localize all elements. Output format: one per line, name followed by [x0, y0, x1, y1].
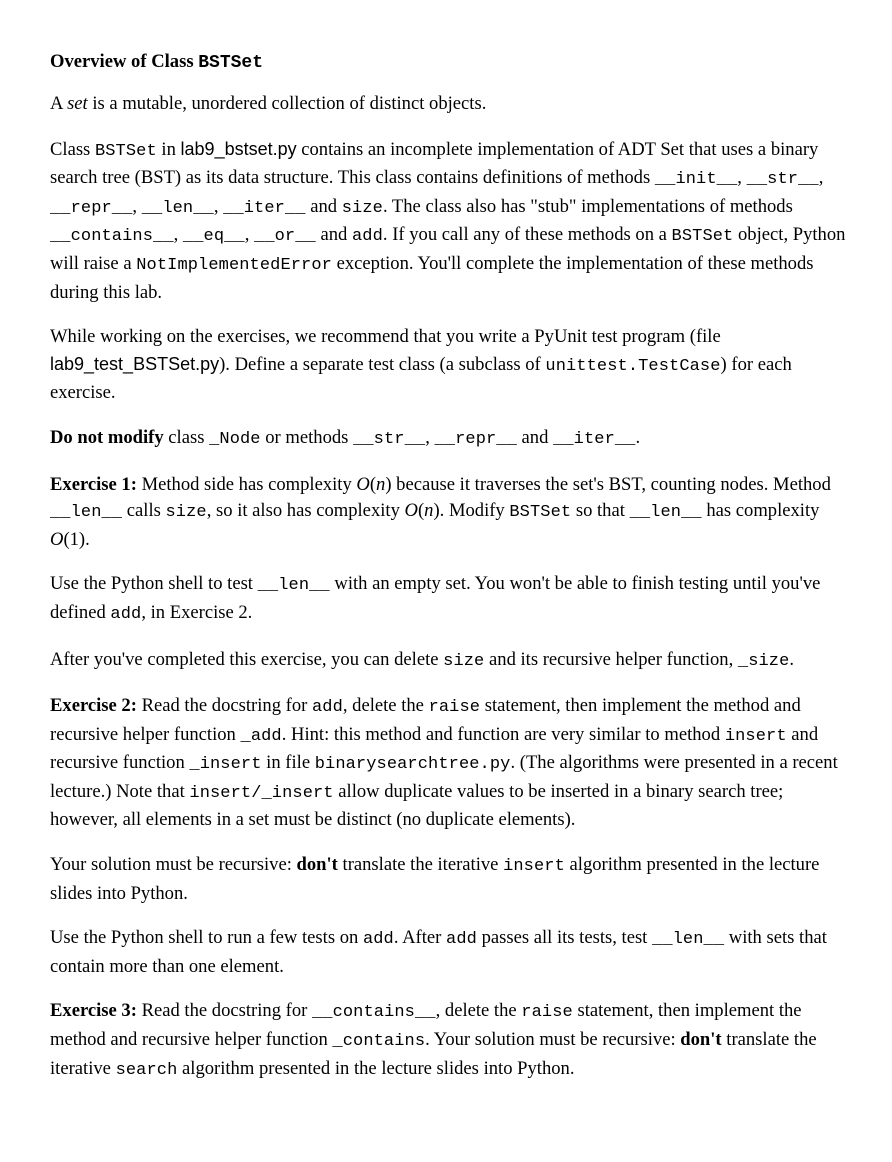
exercise-2-testing-paragraph: Use the Python shell to run a few tests on add. After add passes all its tests, test __len__ with sets that contain more than one element. — [50, 927, 827, 977]
exercise-1-paragraph: Exercise 1: Method side has complexity O(n) because it traverses the set's BST, counting nodes. Method __len__ calls size, so it also has complexity O(n). Modify BSTSet so that __len__ has complexity O(1). — [50, 473, 831, 550]
exercise-1-testing-paragraph: Use the Python shell to test __len__ with an empty set. You won't be able to finish testing until you've defined add, in Exercise 2. — [50, 573, 821, 624]
intro-paragraph: A set is a mutable, unordered collection of distinct objects. — [50, 93, 487, 114]
page-title: Overview of Class BSTSet — [50, 51, 264, 73]
filename: lab9_bstset.py — [180, 138, 297, 159]
class-description-paragraph: Class BSTSet in lab9_bstset.py contains an incomplete implementation of ADT Set that uses a binary search tree (BST) as its data structure. This class contains definitions of methods __init__, __str__, __repr__, __len__, __iter__ and size. The class also has "stub" implementations of methods __contains__, __eq__, __or__ and add. If you call any of these methods on a BSTSet object, Python will raise a NotImplementedError exception. You'll complete the implementation of these methods during this lab. — [50, 138, 846, 303]
exercise-2-paragraph: Exercise 2: Read the docstring for add, delete the raise statement, then implement the method and recursive helper function _add. Hint: this method and function are very similar to method insert and recursive function _insert in file binarysearchtree.py. (The algorithms were presented in a recent lecture.) Note that insert/_insert allow duplicate values to be inserted in a binary search tree; however, all elements in a set must be distinct (no duplicate elements). — [50, 695, 838, 831]
test-program-paragraph: While working on the exercises, we recommend that you write a PyUnit test program (file lab9_test_BSTSet.py). Define a separate test class (a subclass of unittest.TestCase) for each exercise. — [50, 326, 792, 404]
do-not-modify-paragraph: Do not modify class _Node or methods __str__, __repr__ and __iter__. — [50, 426, 641, 449]
exercise-1-cleanup-paragraph: After you've completed this exercise, you can delete size and its recursive helper function, _size. — [50, 648, 795, 671]
exercise-3-paragraph: Exercise 3: Read the docstring for __contains__, delete the raise statement, then implement the method and recursive helper function _contains. Your solution must be recursive: don't translate the iterative search algorithm presented in the lecture slides into Python. — [50, 1000, 817, 1080]
title-class-name: BSTSet — [198, 53, 264, 73]
lab-document — [50, 48, 850, 1102]
filename: lab9_test_BSTSet.py — [50, 353, 220, 374]
exercise-2-recursion-paragraph: Your solution must be recursive: don't translate the iterative insert algorithm presented in the lecture slides into Python. — [50, 854, 820, 904]
